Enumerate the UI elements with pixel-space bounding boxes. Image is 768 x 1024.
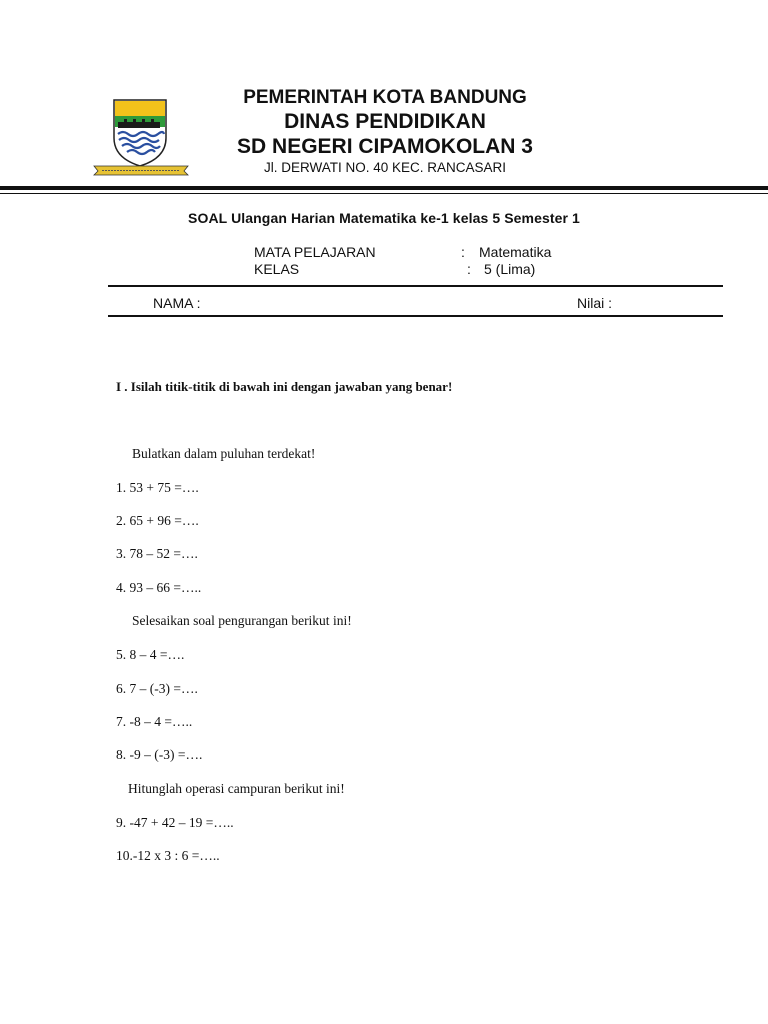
question-item: 5. 8 – 4 =…. [116,647,185,662]
score-label: Nilai : [577,295,613,311]
name-label: NAMA : [153,295,201,311]
section-title: I . Isilah titik-titik di bawah ini dengan jawaban yang benar! [116,379,453,394]
question-item: 4. 93 – 66 =….. [116,580,202,595]
question-item: 8. -9 – (-3) =…. [116,747,203,762]
class-value: 5 (Lima) [484,261,536,277]
class-colon: : [467,261,471,277]
question-item: 2. 65 + 96 =…. [116,513,199,528]
header-divider-thick [0,186,768,190]
subject-label: MATA PELAJARAN [254,244,376,260]
header-department: DINAS PENDIDIKAN [284,110,486,133]
question-item: 10.-12 x 3 : 6 =….. [116,848,220,863]
question-item: 3. 78 – 52 =…. [116,546,198,561]
subject-colon: : [461,244,465,260]
name-row-bottom-rule [108,315,723,317]
instruction-mixed-operations: Hitunglah operasi campuran berikut ini! [128,781,345,796]
header-divider-thin [0,193,768,194]
test-title: SOAL Ulangan Harian Matematika ke-1 kelas 5 Semester 1 [188,210,580,226]
header-address: Jl. DERWATI NO. 40 KEC. RANCASARI [263,160,507,175]
question-item: 1. 53 + 75 =…. [116,480,199,495]
header-government: PEMERINTAH KOTA BANDUNG [243,87,527,108]
question-item: 7. -8 – 4 =….. [116,714,193,729]
question-item: 6. 7 – (-3) =…. [116,681,198,696]
question-item: 9. -47 + 42 – 19 =….. [116,815,234,830]
class-label: KELAS [254,261,300,277]
name-row-top-rule [108,285,723,287]
subject-value: Matematika [479,244,552,260]
instruction-rounding: Bulatkan dalam puluhan terdekat! [132,446,316,461]
header-school-name: SD NEGERI CIPAMOKOLAN 3 [237,135,533,158]
instruction-subtraction: Selesaikan soal pengurangan berikut ini! [132,613,352,628]
